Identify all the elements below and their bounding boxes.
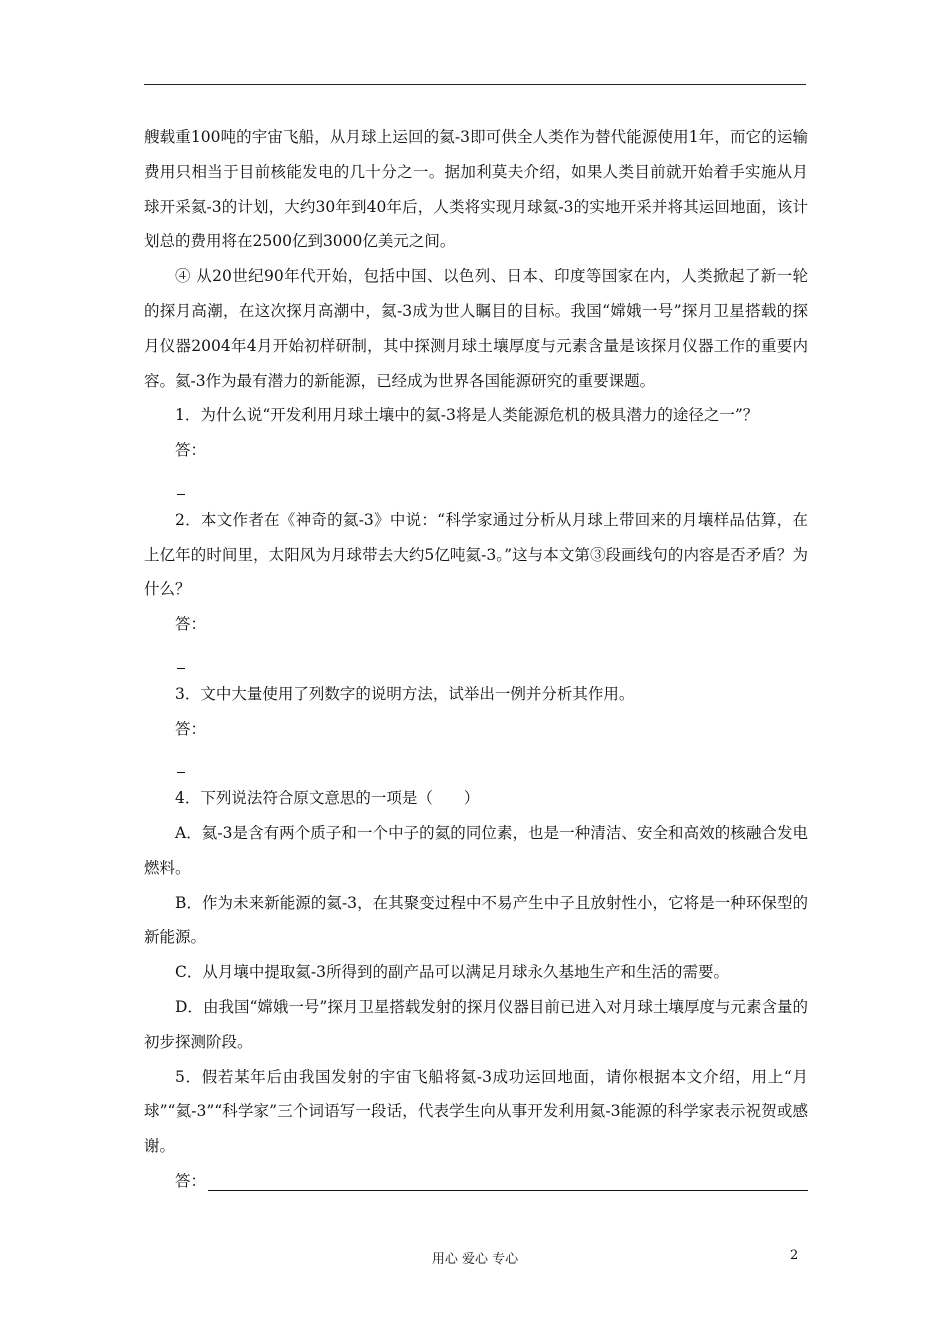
option-d[interactable]: D．由我国“嫦娥一号”探月卫星搭载发射的探月仪器目前已进入对月球土壤厚度与元素含量的初步探测阶段。 xyxy=(144,997,808,1051)
option-b[interactable]: B．作为未来新能源的氦-3，在其聚变过程中不易产生中子且放射性小，它将是一种环保型的新能源。 xyxy=(144,893,808,947)
paragraph-4: ④ 从20世纪90年代开始，包括中国、以色列、日本、印度等国家在内，人类掀起了新一轮的探月高潮，在这次探月高潮中，氦-3成为世人瞩目的目标。我国“嫦娥一号”探月卫星搭载的探月仪器2004年4月开始初样研制，其中探测月球土壤厚度与元素含量是该探月仪器工作的重要内容。氦-3作为最有潜力的新能源，已经成为世界各国能源研究的重要课题。 xyxy=(144,267,808,390)
option-a[interactable]: A．氦-3是含有两个质子和一个中子的氦的同位素，也是一种清洁、安全和高效的核融合发电燃料。 xyxy=(144,823,808,877)
footer-motto: 用心 爱心 专心 xyxy=(431,1252,519,1267)
answer-blank-2[interactable] xyxy=(177,642,808,677)
answer-underline xyxy=(208,1190,808,1191)
header-rule xyxy=(144,84,806,85)
paragraph-continuation: 艘载重100吨的宇宙飞船，从月球上运回的氦-3即可供全人类作为替代能源使用1年，而它的运输费用只相当于目前核能发电的几十分之一。据加利莫夫介绍，如果人类目前就开始着手实施从月球开采氦-3的计划，大约30年到40年后，人类将实现月球氦-3的实地开采并将其运回地面，该计划总的费用将在2500亿到3000亿美元之间。 xyxy=(144,128,808,251)
question-5: 5．假若某年后由我国发射的宇宙飞船将氦-3成功运回地面，请你根据本文介绍，用上“月球”“氦-3”“科学家”三个词语写一段话，代表学生向从事开发利用氦-3能源的科学家表示祝贺或感谢。 xyxy=(144,1067,808,1156)
answer-label-3: 答： xyxy=(175,719,207,738)
answer-label-1: 答： xyxy=(175,441,207,460)
page-number: 2 xyxy=(790,1248,799,1263)
question-4: 4．下列说法符合原文意思的一项是（ ） xyxy=(175,789,480,808)
answer-blank-1[interactable] xyxy=(177,468,808,503)
answer-blank-3[interactable] xyxy=(177,746,808,781)
question-3: 3．文中大量使用了列数字的说明方法，试举出一例并分析其作用。 xyxy=(175,684,635,703)
answer-line-5[interactable] xyxy=(144,1164,808,1199)
document-body xyxy=(144,120,808,1199)
question-2: 2．本文作者在《神奇的氦-3》中说：“科学家通过分析从月球上带回来的月壤样品估算，在上亿年的时间里，太阳风为月球带去大约5亿吨氦-3。”这与本文第③段画线句的内容是否矛盾？为什么？ xyxy=(144,510,808,599)
option-c[interactable]: C．从月壤中提取氦-3所得到的副产品可以满足月球永久基地生产和生活的需要。 xyxy=(175,963,729,982)
answer-label-2: 答： xyxy=(175,615,207,634)
answer-label-5: 答： xyxy=(175,1171,207,1190)
question-1: 1．为什么说“开发利用月球土壤中的氦-3将是人类能源危机的极具潜力的途径之一”？ xyxy=(175,406,759,425)
